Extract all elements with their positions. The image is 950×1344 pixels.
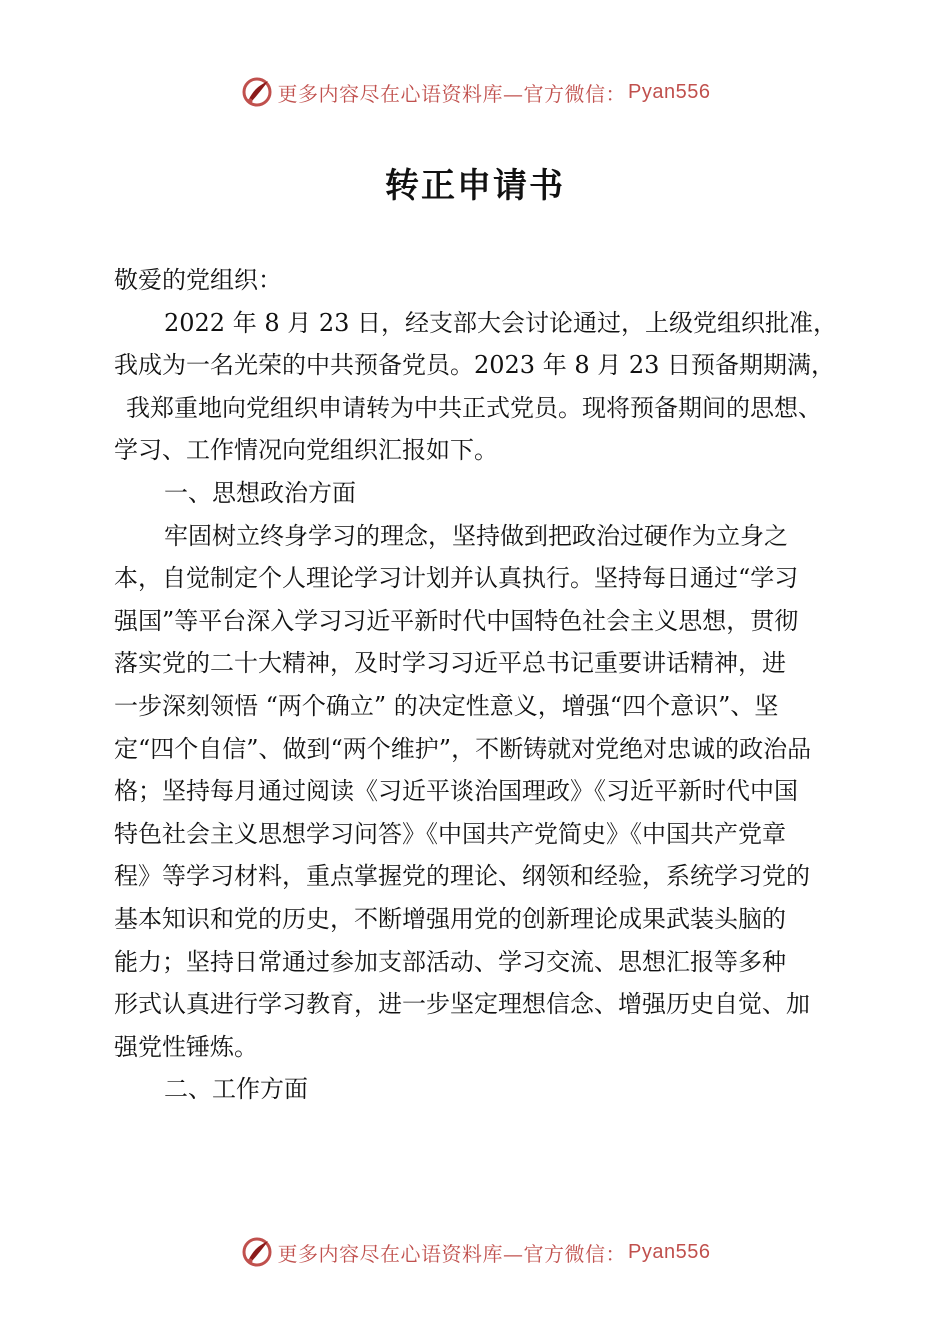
watermark-text: 更多内容尽在心语资料库—官方微信： — [277, 1241, 627, 1266]
paragraph-line: 程》等学习材料，重点掌握党的理论、纲领和经验，系统学习党的 — [114, 862, 810, 891]
watermark-text: 更多内容尽在心语资料库—官方微信： — [277, 81, 627, 106]
brush-logo-icon — [240, 75, 274, 109]
paragraph-line: 牢固树立终身学习的理念，坚持做到把政治过硬作为立身之 — [164, 521, 788, 550]
paragraph-line: 本，自觉制定个人理论学习计划并认真执行。坚持每日通过“学习 — [114, 564, 799, 593]
section-heading: 二、工作方面 — [164, 1075, 308, 1104]
paragraph-line: 格；坚持每月通过阅读《习近平谈治国理政》《习近平新时代中国 — [114, 777, 798, 806]
paragraph-line: 学习、工作情况向党组织汇报如下。 — [114, 436, 498, 465]
paragraph-line: 强党性锤炼。 — [114, 1032, 258, 1061]
paragraph-line: 特色社会主义思想学习问答》《中国共产党简史》《中国共产党章 — [114, 819, 786, 848]
watermark-wechat-id: Pyan556 — [628, 80, 711, 103]
paragraph-line: 落实党的二十大精神，及时学习习近平总书记重要讲话精神，进 — [114, 649, 786, 678]
document-title: 转正申请书 — [385, 166, 565, 206]
paragraph-line: 基本知识和党的历史，不断增强用党的创新理论成果武装头脑的 — [114, 904, 786, 933]
brush-logo-icon — [240, 1235, 274, 1269]
watermark-wechat-id: Pyan556 — [628, 1240, 711, 1263]
paragraph-line: 定“四个自信”、做到“两个维护”，不断铸就对党绝对忠诚的政治品 — [114, 734, 812, 763]
paragraph-line: 一步深刻领悟 “两个确立” 的决定性意义，增强“四个意识”、坚 — [114, 691, 779, 720]
section-heading: 一、思想政治方面 — [164, 478, 356, 507]
paragraph-line: 2022 年 8 月 23 日，经支部大会讨论通过，上级党组织批准， — [164, 308, 838, 337]
paragraph-line: 我郑重地向党组织申请转为中共正式党员。现将预备期间的思想、 — [126, 393, 822, 422]
salutation: 敬爱的党组织： — [114, 266, 282, 294]
paragraph-line: 能力；坚持日常通过参加支部活动、学习交流、思想汇报等多种 — [114, 947, 786, 976]
footer-watermark — [0, 1232, 950, 1272]
header-watermark — [0, 72, 950, 112]
document-body — [114, 259, 854, 1111]
paragraph-line: 我成为一名光荣的中共预备党员。2023 年 8 月 23 日预备期期满， — [114, 351, 836, 380]
paragraph-line: 强国”等平台深入学习习近平新时代中国特色社会主义思想，贯彻 — [114, 606, 799, 635]
paragraph-line: 形式认真进行学习教育，进一步坚定理想信念、增强历史自觉、加 — [114, 990, 810, 1019]
